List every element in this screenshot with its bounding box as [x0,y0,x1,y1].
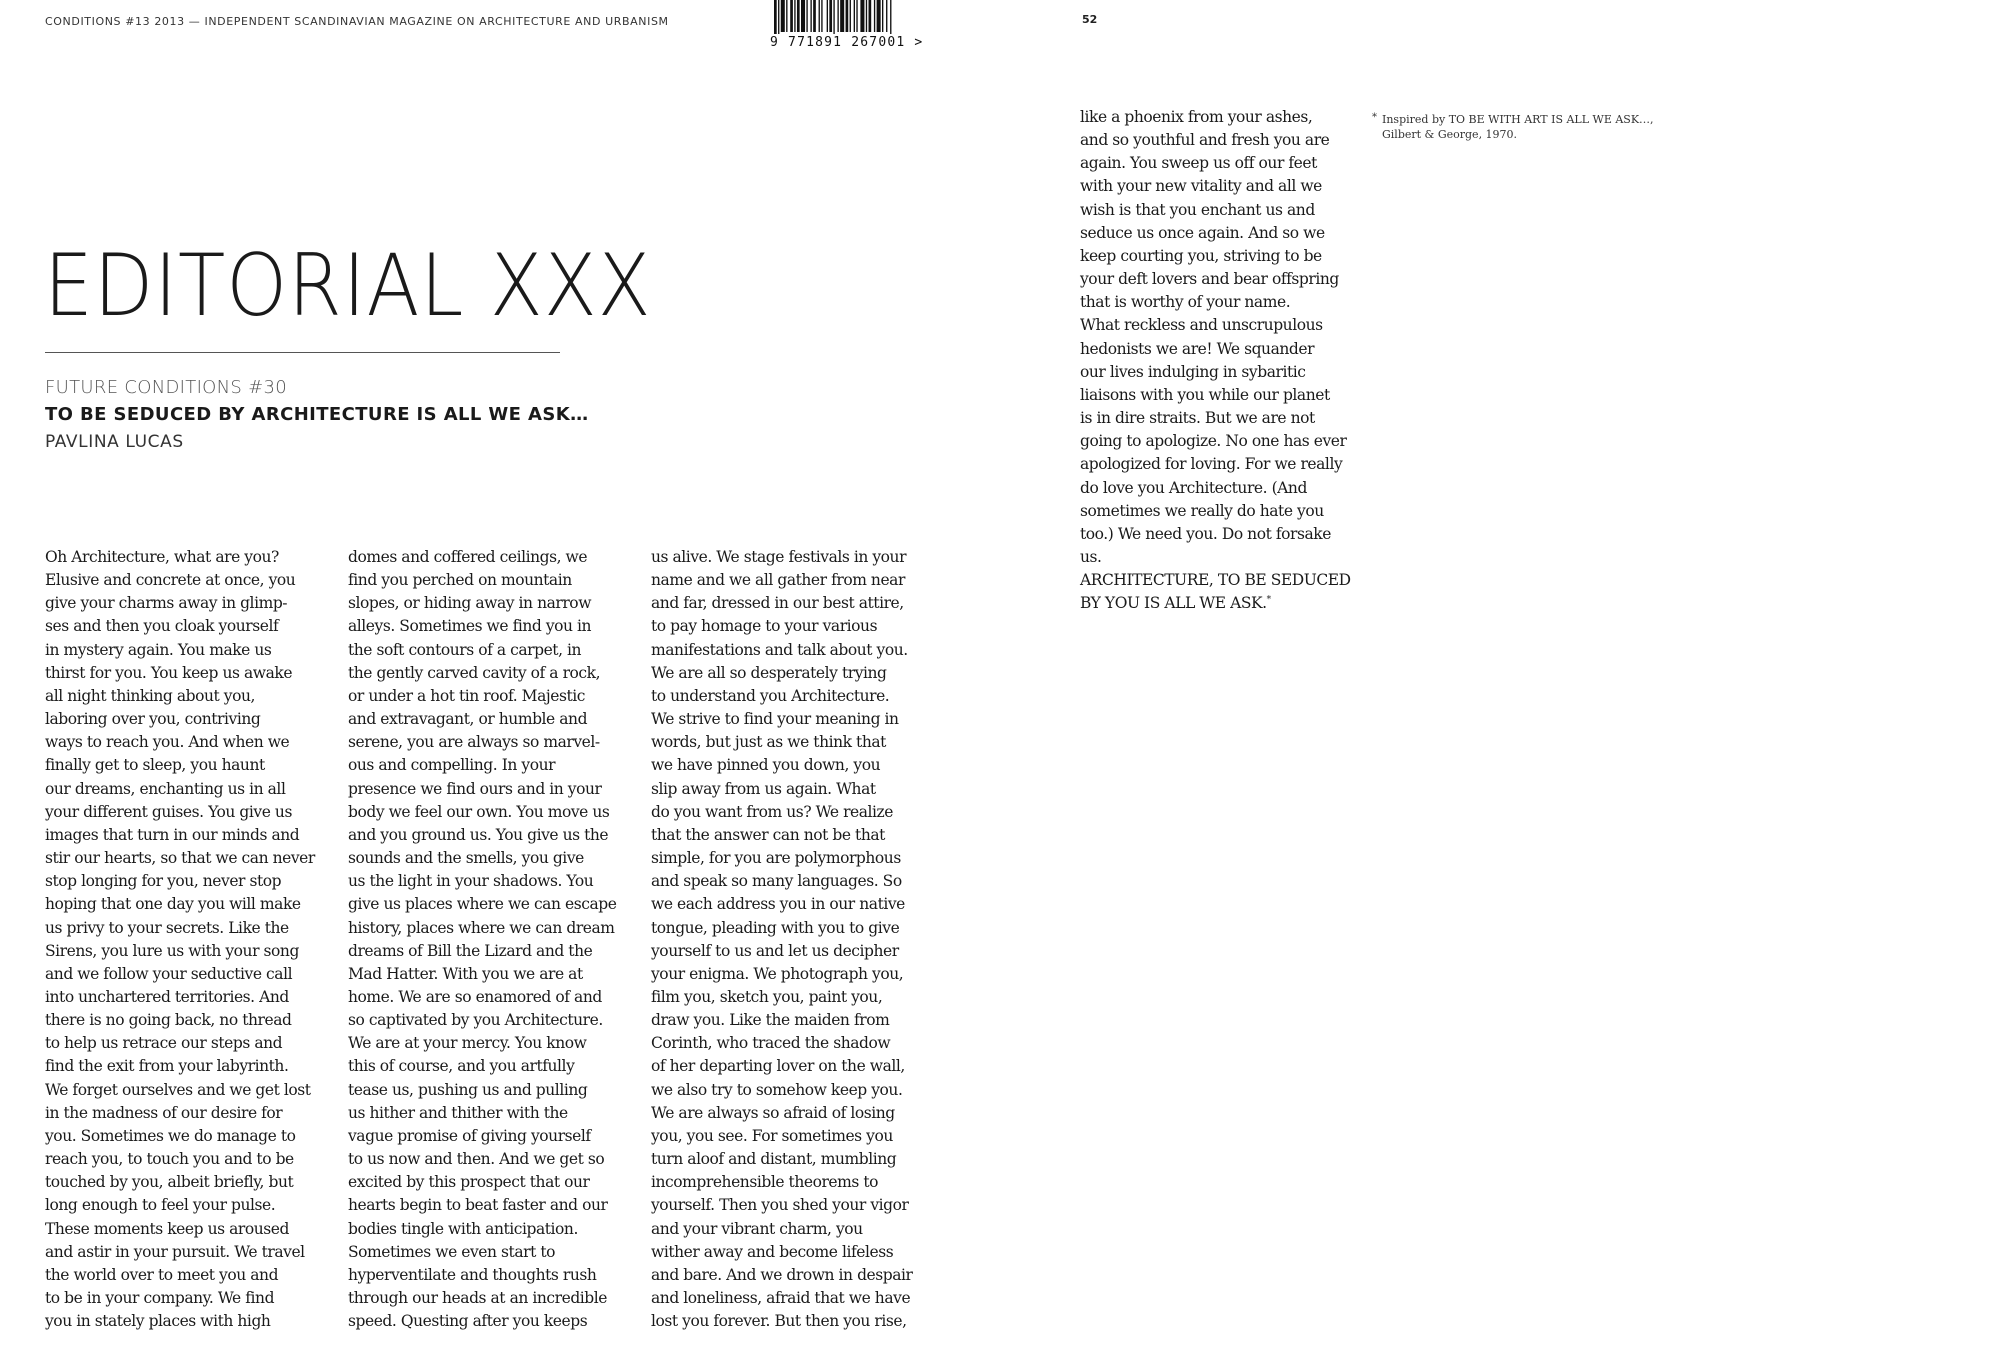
text-line: simple, for you are polymorphous [651,849,901,868]
text-line: and so youthful and fresh you are [1080,131,1330,150]
text-line: or under a hot tin roof. Majestic [348,686,585,705]
text-line: we each address you in our native [651,895,905,914]
text-line: apologized for loving. For we really [1080,455,1343,474]
footnote-line: Gilbert & George, 1970. [1382,128,1518,141]
footnote [1372,112,1654,142]
text-line: history, places where we can dream [348,918,615,937]
text-line: sometimes we really do hate you [1080,501,1324,520]
text-line: going to apologize. No one has ever [1080,432,1347,451]
text-line: hedonists we are! We squander [1080,339,1315,358]
text-line: and loneliness, afraid that we have [651,1289,911,1307]
text-line: film you, sketch you, paint you, [651,987,883,1006]
text-line: home. We are so enamored of and [348,987,602,1006]
text-line: that the answer can not be that [651,825,885,844]
text-line: vague promise of giving yourself [348,1126,591,1145]
text-line: find you perched on mountain [348,571,572,590]
page-number: 52 [1082,13,1098,26]
text-line: serene, you are always so marvel- [348,733,600,752]
text-line: our dreams, enchanting us in all [45,779,286,798]
text-line: and we follow your seductive call [45,964,293,983]
text-line: slip away from us again. What [651,779,876,798]
barcode-bars-icon [770,0,940,34]
text-line: like a phoenix from your ashes, [1080,108,1313,126]
text-line: you. Sometimes we do manage to [45,1126,296,1145]
text-line: our lives indulging in sybaritic [1080,362,1306,381]
text-line: keep courting you, striving to be [1080,246,1322,265]
text-line: liaisons with you while our planet [1080,385,1330,404]
text-line: us. [1080,547,1102,566]
text-line: too.) We need you. Do not forsake [1080,524,1331,543]
text-line: your enigma. We photograph you, [651,964,904,983]
text-line: Sirens, you lure us with your song [45,941,299,960]
text-line: wither away and become lifeless [651,1242,894,1261]
text-line: again. You sweep us off our feet [1080,154,1317,173]
text-line: body we feel our own. You move us [348,802,610,821]
text-line: manifestations and talk about you. [651,640,908,659]
text-line: Mad Hatter. With you we are at [348,964,583,983]
text-line: there is no going back, no thread [45,1011,292,1030]
text-line: slopes, or hiding away in narrow [348,594,592,613]
text-line: your different guises. You give us [45,802,292,821]
text-line: and astir in your pursuit. We travel [45,1242,305,1261]
text-line: sounds and the smells, you give [348,849,584,868]
text-line: give your charms away in glimp- [45,594,288,613]
running-header: CONDITIONS #13 2013 — INDEPENDENT SCANDINAVIAN MAGAZINE ON ARCHITECTURE AND URBANISM [45,15,669,28]
text-line: finally get to sleep, you haunt [45,756,265,775]
text-line: We strive to find your meaning in [651,710,899,729]
text-line: Sometimes we even start to [348,1242,555,1261]
text-line: into unchartered territories. And [45,987,289,1006]
text-line: give us places where we can escape [348,895,617,914]
text-line: stir our hearts, so that we can never [45,849,315,868]
title-divider [45,352,560,353]
text-line: yourself. Then you shed your vigor [651,1196,909,1215]
text-line: in mystery again. You make us [45,640,272,659]
text-line: yourself to us and let us decipher [651,941,899,960]
text-line: We are at your mercy. You know [348,1034,587,1053]
text-line: hearts begin to beat faster and our [348,1196,608,1215]
text-line: bodies tingle with anticipation. [348,1219,578,1238]
text-line: to us now and then. And we get so [348,1150,605,1169]
text-line: alleys. Sometimes we find you in [348,617,592,636]
text-line: draw you. Like the maiden from [651,1011,890,1030]
text-line: to pay homage to your various [651,617,878,636]
text-line: and speak so many languages. So [651,872,902,891]
text-line: images that turn in our minds and [45,825,300,844]
text-line: to help us retrace our steps and [45,1034,283,1053]
text-line: laboring over you, contriving [45,710,261,729]
text-line: we also try to somehow keep you. [651,1080,903,1099]
text-line: and extravagant, or humble and [348,710,588,729]
text-line: us privy to your secrets. Like the [45,918,289,937]
text-line: long enough to feel your pulse. [45,1196,276,1215]
text-line: ways to reach you. And when we [45,733,290,752]
text-line: this of course, and you artfully [348,1057,575,1076]
text-line: These moments keep us aroused [45,1219,289,1238]
text-line: so captivated by you Architecture. [348,1011,603,1030]
text-line: you in stately places with high [45,1312,271,1331]
text-column-3 [651,546,947,1333]
text-line: is in dire straits. But we are not [1080,409,1315,428]
text-line: ARCHITECTURE, TO BE SEDUCED [1080,571,1351,590]
text-line: What reckless and unscrupulous [1080,316,1323,335]
text-column-4 [1080,106,1376,615]
text-line: reach you, to touch you and to be [45,1150,294,1169]
text-line: us hither and thither with the [348,1103,568,1122]
text-line: stop longing for you, never stop [45,872,282,891]
text-line: and far, dressed in our best attire, [651,594,904,613]
text-line: Elusive and concrete at once, you [45,571,296,590]
text-line: with your new vitality and all we [1080,177,1322,196]
text-line: and you ground us. You give us the [348,825,609,844]
text-line: and bare. And we drown in despair [651,1265,913,1284]
text-line: ses and then you cloak yourself [45,617,279,636]
text-line: lost you forever. But then you rise, [651,1312,907,1331]
text-line: speed. Questing after you keeps [348,1312,588,1331]
text-line: thirst for you. You keep us awake [45,663,293,682]
text-column-2 [348,546,644,1333]
page-title: EDITORIAL XXX [44,236,652,336]
text-line: to understand you Architecture. [651,686,890,705]
text-line: dreams of Bill the Lizard and the [348,941,593,960]
text-column-1 [45,546,341,1333]
text-line: the world over to meet you and [45,1265,279,1284]
text-line: We are all so desperately trying [651,663,887,682]
barcode-number: 9 771891 267001 > [770,35,924,50]
text-line: BY YOU IS ALL WE ASK.* [1080,594,1271,613]
text-line: wish is that you enchant us and [1080,200,1315,219]
text-line: you, you see. For sometimes you [651,1126,893,1145]
text-line: Oh Architecture, what are you? [45,548,279,566]
text-line: seduce us once again. And so we [1080,223,1325,242]
barcode [770,0,940,52]
text-line: do you want from us? We realize [651,802,893,821]
text-line: hyperventilate and thoughts rush [348,1265,597,1284]
article-kicker: FUTURE CONDITIONS #30 [45,377,288,398]
text-line: presence we find ours and in your [348,779,602,798]
text-line: your deft lovers and bear offspring [1080,270,1339,289]
text-line: touched by you, albeit briefly, but [45,1173,294,1192]
text-line: tease us, pushing us and pulling [348,1080,588,1099]
footnote-mark: * [1372,112,1377,123]
text-line: we have pinned you down, you [651,756,881,775]
text-line: that is worthy of your name. [1080,293,1291,312]
text-line: ous and compelling. In your [348,756,556,775]
text-line: to be in your company. We find [45,1289,275,1307]
text-line: us the light in your shadows. You [348,872,594,891]
text-line: tongue, pleading with you to give [651,918,900,937]
text-line: and your vibrant charm, you [651,1219,863,1238]
text-line: We are always so afraid of losing [651,1103,895,1122]
text-line: domes and coffered ceilings, we [348,548,588,566]
text-line: of her departing lover on the wall, [651,1057,905,1076]
text-line: excited by this prospect that our [348,1173,590,1192]
article-author: PAVLINA LUCAS [45,432,184,452]
footnote-reference: * [1266,595,1271,606]
footnote-line: Inspired by TO BE WITH ART IS ALL WE ASK…, [1382,113,1654,126]
text-line: name and we all gather from near [651,571,905,590]
text-line: the gently carved cavity of a rock, [348,663,601,682]
text-line: incomprehensible theorems to [651,1173,879,1192]
text-line: us alive. We stage festivals in your [651,548,907,566]
text-line: We forget ourselves and we get lost [45,1080,311,1099]
text-line: do love you Architecture. (And [1080,478,1307,497]
text-line: in the madness of our desire for [45,1103,283,1122]
text-line: the soft contours of a carpet, in [348,640,582,659]
text-line: all night thinking about you, [45,686,255,705]
text-line: turn aloof and distant, mumbling [651,1150,897,1169]
text-line: through our heads at an incredible [348,1289,608,1307]
text-line: hoping that one day you will make [45,895,301,914]
text-line: words, but just as we think that [651,733,886,752]
article-subtitle: TO BE SEDUCED BY ARCHITECTURE IS ALL WE ASK… [45,404,589,425]
text-line: Corinth, who traced the shadow [651,1034,891,1053]
text-line: find the exit from your labyrinth. [45,1057,289,1076]
